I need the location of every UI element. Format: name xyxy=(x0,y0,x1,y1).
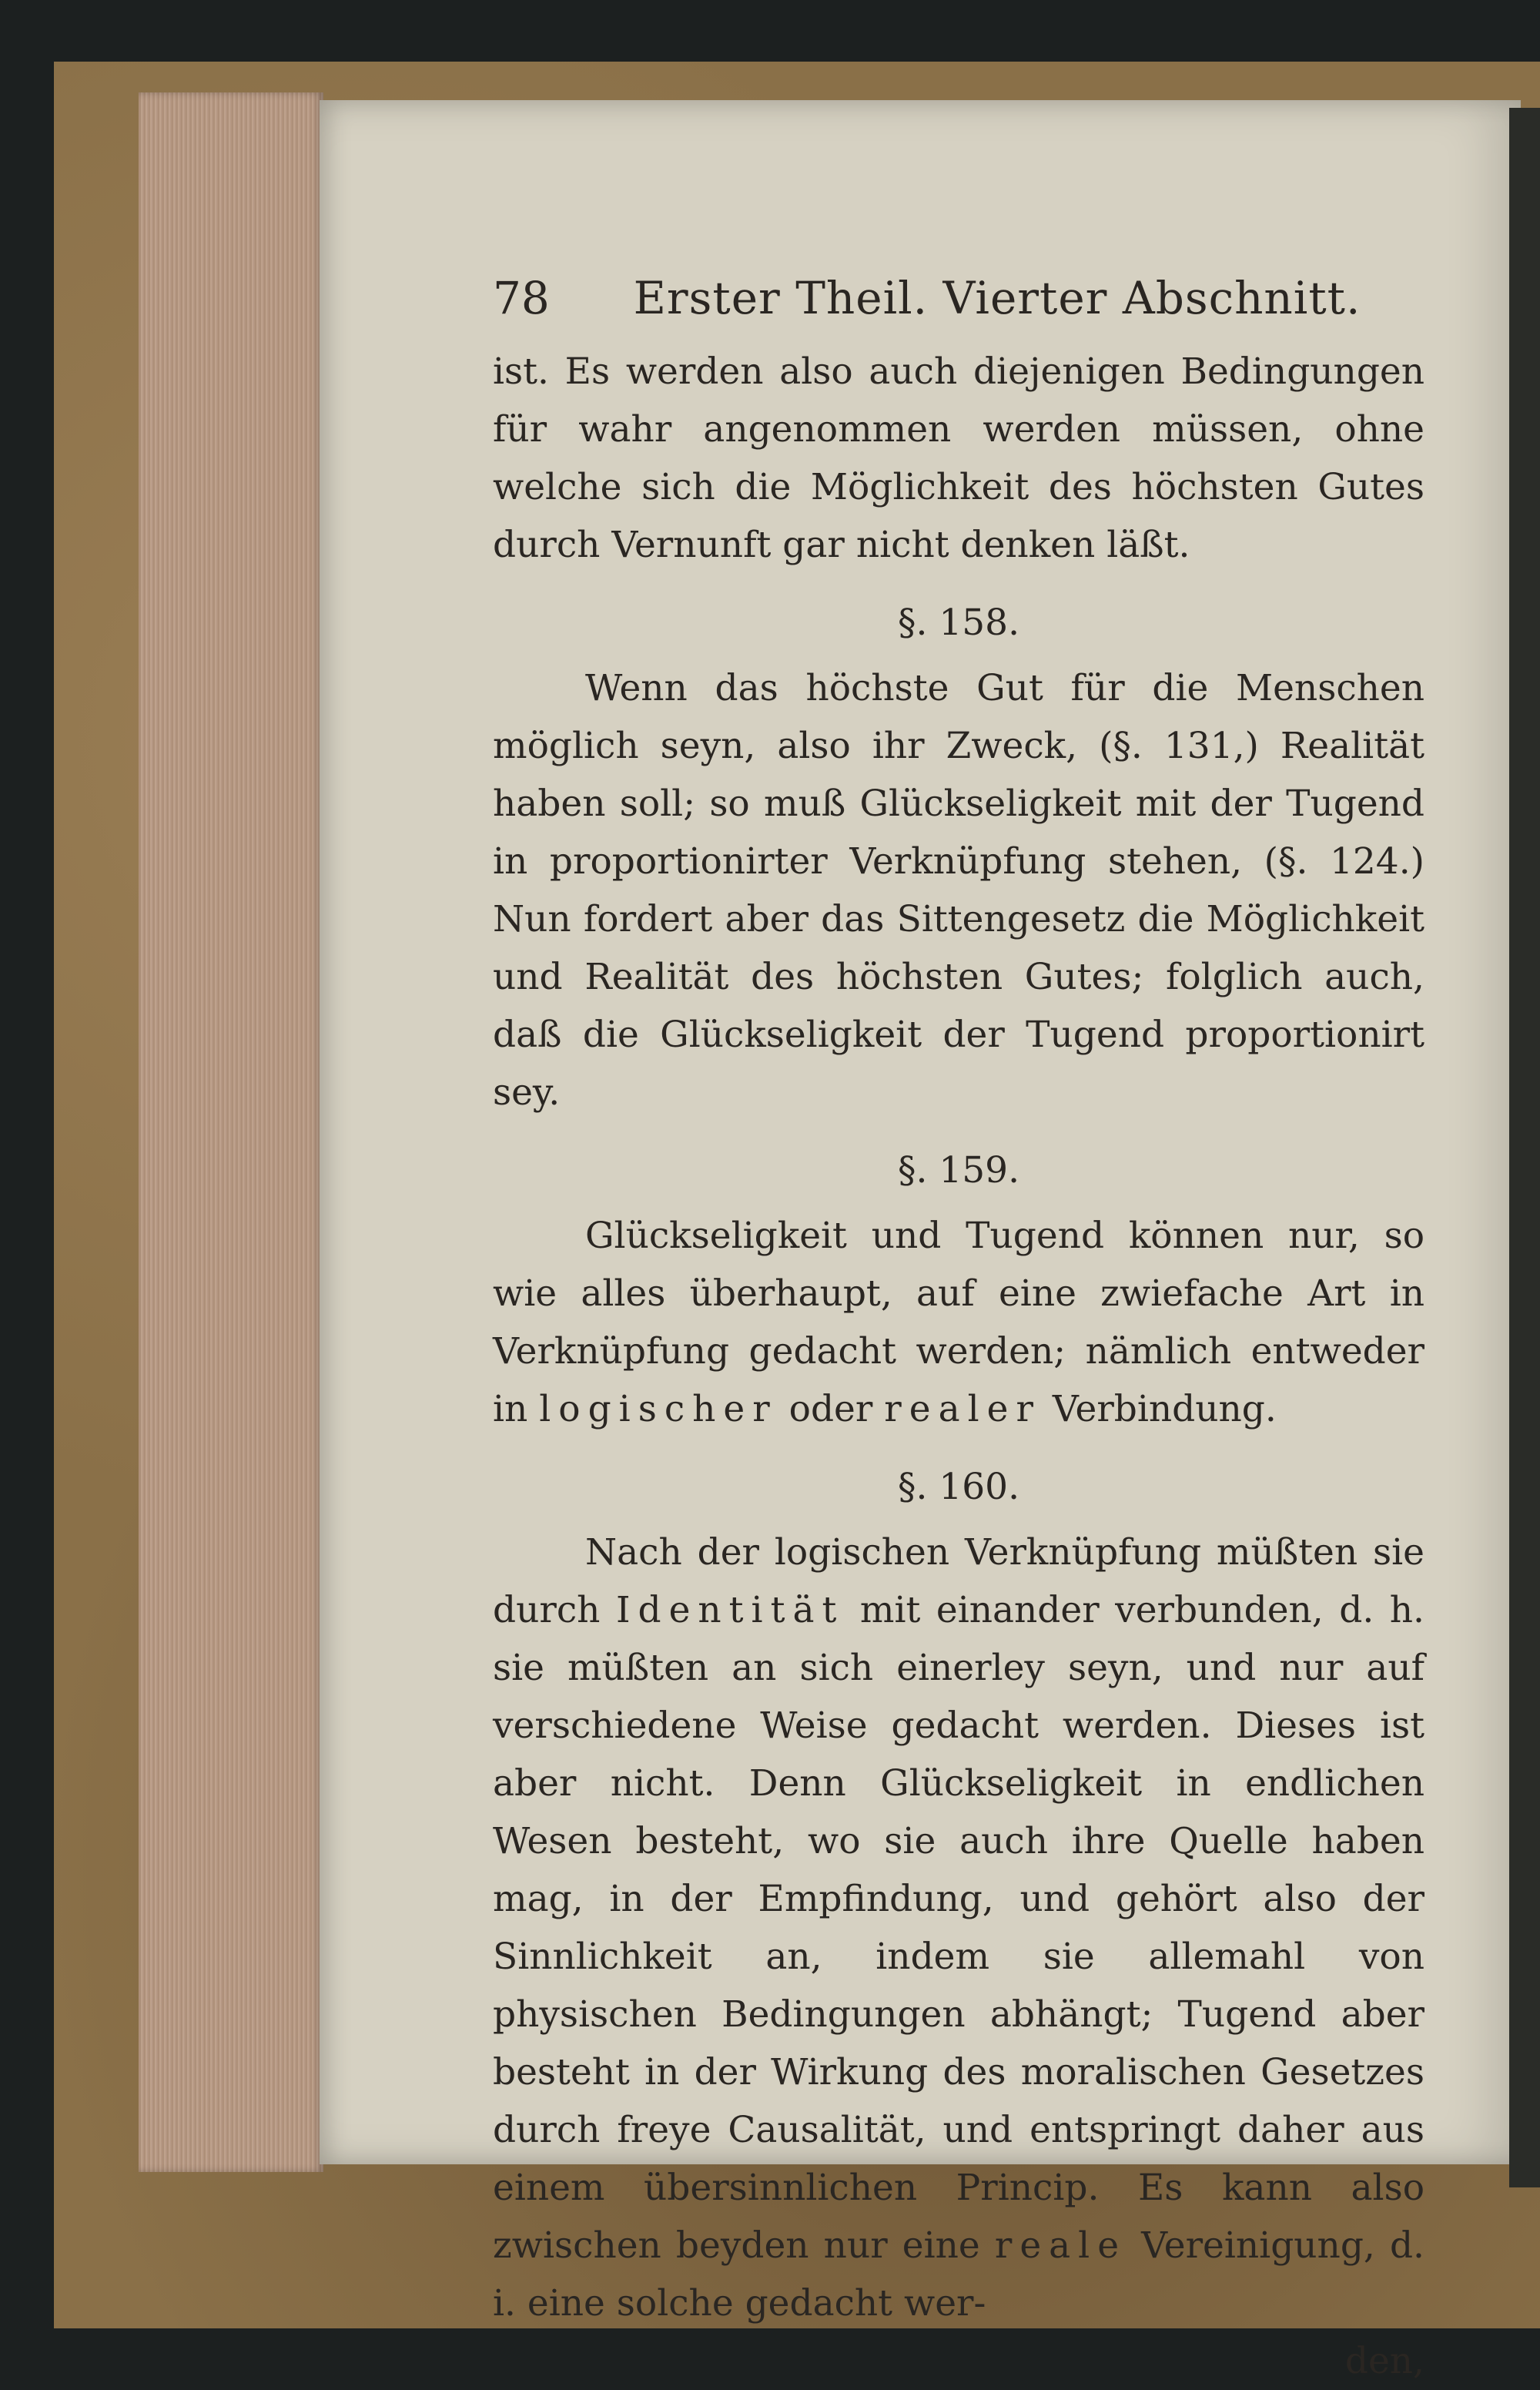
paragraph-160 xyxy=(493,1523,1424,2332)
paragraph-continued: ist. Es werden also auch diejenigen Bedingungen für wahr angenommen werden müssen, ohne welche sich die Möglichkeit des höchsten Gutes durch Vernunft gar nicht denken läßt. xyxy=(493,350,1424,566)
text-run: mit einander verbunden, d. h. sie müßten an sich einerley seyn, und nur auf verschiedene Weise gedacht werden. Dieses ist aber nicht. Denn Glückseligkeit in endlichen Wesen besteht, wo sie auch ihre Quelle haben mag, in der Empfindung, und gehört also der Sinnlichkeit an, indem sie allemahl von physischen Bedingungen abhängt; Tugend aber besteht in der Wirkung des moralischen Gesetzes durch freye Causalität, und entspringt daher aus einem übersinnlichen Princip. Es kann also zwischen beyden nur eine xyxy=(493,1589,1424,2267)
text-run: Glückseligkeit und Tugend können nur, so wie alles überhaupt, auf eine zwiefache Art in Verknüpfung gedacht werden; nämlich entweder in xyxy=(493,1215,1424,1430)
text-run: Nach der logischen Verknüpfung müßten sie durch xyxy=(493,1531,1424,1631)
section-heading-160: §. 160. xyxy=(897,1466,1020,1508)
page-number: 78 xyxy=(493,272,550,324)
paragraph-159 xyxy=(493,1207,1424,1438)
paragraph-158: Wenn das höchste Gut für die Menschen möglich seyn, also ihr Zweck, (§. 131,) Realität haben soll; so muß Glückseligkeit mit der Tugend in proportionirter Verknüpfung stehen, (§. 124.) Nun fordert aber das Sittengesetz die Möglichkeit und Realität des höchsten Gutes; folglich auch, daß die Glückseligkeit der Tugend proportionirt sey. xyxy=(493,667,1424,1114)
section-heading-158: §. 158. xyxy=(897,602,1020,644)
running-header xyxy=(493,270,1424,327)
emphasis-logischer: logischer xyxy=(539,1388,778,1430)
catchword: den, xyxy=(1344,2340,1424,2382)
emphasis-reale: reale xyxy=(994,2224,1127,2267)
text-run: Vereinigung, d. i. eine solche gedacht wer- xyxy=(493,2224,1424,2325)
emphasis-realer: realer xyxy=(884,1388,1041,1430)
text-run: oder xyxy=(788,1388,873,1430)
page-edges xyxy=(139,92,323,2172)
page-content xyxy=(493,270,1424,2390)
section-heading-159: §. 159. xyxy=(897,1149,1020,1192)
text-run: Verbindung. xyxy=(1052,1388,1277,1430)
emphasis-identitaet: Identität xyxy=(615,1589,845,1631)
adjacent-page-edge xyxy=(1509,108,1540,2187)
running-title: Erster Theil. Vierter Abschnitt. xyxy=(633,272,1361,324)
